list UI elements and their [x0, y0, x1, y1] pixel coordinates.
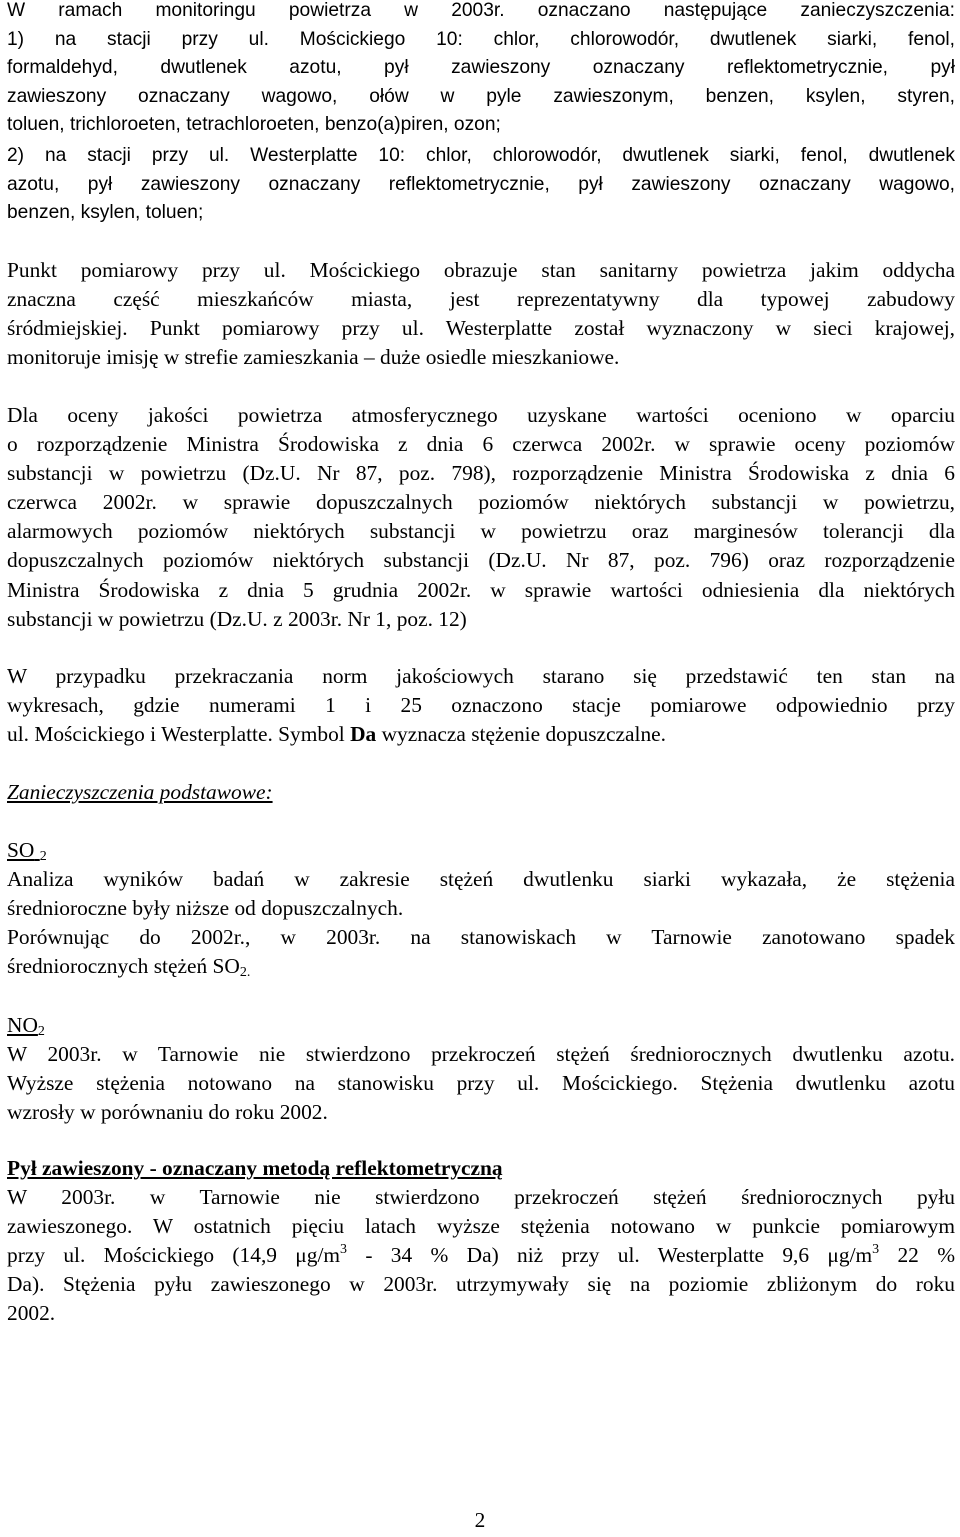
so2-section — [7, 836, 955, 981]
text-line: monitoruje imisję w strefie zamieszkania – duże osiedle mieszkaniowe. — [7, 345, 620, 370]
charts-note-paragraph — [7, 662, 955, 749]
text-line: ul. Mościckiego i Westerplatte. Symbol Da wyznacza stężenie dopuszczalne. — [7, 722, 667, 747]
text-line: W ramach monitoringu powietrza w 2003r. oznaczano następujące zanieczyszczenia: — [7, 0, 955, 21]
dust-section — [7, 1154, 955, 1329]
text-line: Wyższe stężenia notowano na stanowisku przy ul. Mościckiego. Stężenia dwutlenku azotu — [7, 1071, 955, 1096]
regulations-paragraph — [7, 401, 955, 634]
no2-heading: $NO_2$ — [7, 1013, 45, 1039]
so2-heading: SO $_2$ — [7, 838, 47, 864]
text-line: Ministra Środowiska z dnia 5 grudnia 2002r. w sprawie wartości odniesienia dla niektórych — [7, 577, 955, 602]
text-line: dopuszczalnych poziomów niektórych substancji (Dz.U. Nr 87, poz. 796) oraz rozporządzenie — [7, 548, 955, 573]
text-line: W 2003r. w Tarnowie nie stwierdzono przekroczeń stężeń średniorocznych pyłu — [7, 1185, 955, 1210]
text-line: 2) na stacji przy ul. Westerplatte 10: chlor, chlorowodór, dwutlenek siarki, fenol, dwutlenek — [7, 145, 955, 166]
westerplatte-paragraph — [7, 142, 955, 228]
text-line: czerwca 2002r. w sprawie dopuszczalnych poziomów niektórych substancji w powietrzu, — [7, 490, 955, 515]
text-line: substancji w powietrzu (Dz.U. z 2003r. Nr 1, poz. 12) — [7, 606, 467, 631]
text-line: Analiza wyników badań w zakresie stężeń dwutlenku siarki wykazała, że stężenia — [7, 867, 955, 892]
text-line: azotu, pył zawieszony oznaczany reflektometrycznie, pył zawieszony oznaczany wagowo, — [7, 173, 955, 195]
text-line: Dla oceny jakości powietrza atmosferycznego uzyskane wartości oceniono w oparciu — [7, 403, 955, 427]
da-symbol: Da — [350, 722, 377, 747]
text-line: Punkt pomiarowy przy ul. Mościckiego obrazuje stan sanitarny powietrza jakim oddycha — [7, 258, 955, 282]
text-line: benzen, ksylen, toluen; — [7, 202, 204, 224]
text-line: 2002. — [7, 1301, 56, 1326]
monitoring-paragraph — [7, 0, 955, 140]
text-line: śródmiejskiej. Punkt pomiarowy przy ul. Westerplatte został wyznaczony w sieci krajowej, — [7, 316, 955, 341]
text-line: znaczna część mieszkańców miasta, jest reprezentatywny dla typowej zabudowy — [7, 287, 955, 312]
dust-heading: Pył zawieszony - oznaczany metodą reflektometryczną — [7, 1156, 503, 1180]
text-line: zawieszonego. W ostatnich pięciu latach wyższe stężenia notowano w punkcie pomiarowym — [7, 1214, 955, 1239]
text-line: wzrosły w porównaniu do roku 2002. — [7, 1100, 328, 1125]
text-line: toluen, trichloroeten, tetrachloroeten, benzo(a)piren, ozon; — [7, 114, 501, 136]
text-line: W 2003r. w Tarnowie nie stwierdzono przekroczeń stężeń średniorocznych dwutlenku azotu. — [7, 1042, 955, 1067]
text-line: zawieszony oznaczany wagowo, ołów w pyle zawieszonym, benzen, ksylen, styren, — [7, 85, 955, 107]
text-line: przy ul. Mościckiego (14,9 $\mu g/m^3 - 34$ % Da) niż przy ul. Westerplatte 9,6 $\mu g/m^3$ 22 % — [7, 1242, 956, 1268]
station-description-paragraph — [7, 256, 955, 372]
text-line: Da). Stężenia pyłu zawieszonego w 2003r. utrzymywały się na poziomie zbliżonym do roku — [7, 1272, 955, 1297]
text-line: średniorocznych stężeń $SO_{2.}$ — [7, 954, 251, 981]
section-heading — [7, 778, 955, 807]
text-line: formaldehyd, dwutlenek azotu, pył zawieszony oznaczany reflektometrycznie, pył — [7, 57, 955, 79]
no2-section — [7, 1011, 955, 1127]
page-number: 2 — [474, 1508, 486, 1532]
text-line: substancji w powietrzu (Dz.U. Nr 87, poz. 798), rozporządzenie Ministra Środowiska z dnia 6 — [7, 461, 955, 486]
text-line: średnioroczne były niższe od dopuszczalnych. — [7, 896, 404, 921]
text-line: wykresach, gdzie numerami 1 i 25 oznaczono stacje pomiarowe odpowiednio przy — [7, 693, 955, 718]
basic-pollutants-heading: Zanieczyszczenia podstawowe: — [7, 780, 273, 804]
text-line: W przypadku przekraczania norm jakościowych starano się przedstawić ten stan na — [7, 664, 955, 688]
text-line: Porównując do 2002r., w 2003r. na stanowiskach w Tarnowie zanotowano spadek — [7, 925, 955, 950]
text-line: alarmowych poziomów niektórych substancji w powietrzu oraz marginesów tolerancji dla — [7, 519, 955, 544]
text-line: 1) na stacji przy ul. Mościckiego 10: chlor, chlorowodór, dwutlenek siarki, fenol, — [7, 28, 955, 50]
text-line: o rozporządzenie Ministra Środowiska z dnia 6 czerwca 2002r. w sprawie oceny poziomów — [7, 432, 955, 457]
